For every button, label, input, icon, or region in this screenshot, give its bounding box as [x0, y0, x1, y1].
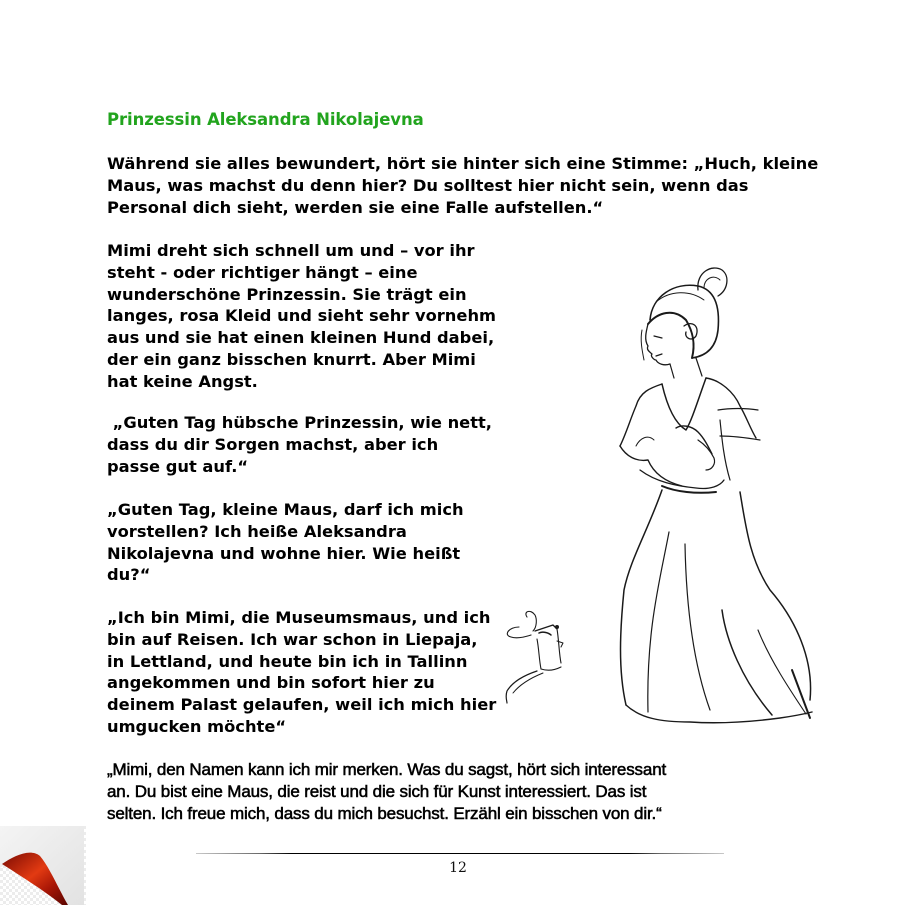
paragraph-final	[107, 759, 807, 824]
text-line: an. Du bist eine Maus, die reist und die sich für Kunst interessiert. Das ist	[107, 781, 647, 801]
text-line: vorstellen? Ich heiße Aleksandra	[107, 521, 407, 541]
paragraph-intro	[107, 153, 819, 218]
text-line: Maus, was machst du denn hier? Du solltest hier nicht sein, wenn das	[107, 175, 749, 195]
princess-illustration	[600, 260, 820, 725]
text-line: der ein ganz bisschen knurrt. Aber Mimi	[107, 349, 476, 369]
chapter-heading: Prinzessin Aleksandra Nikolajevna	[107, 110, 424, 129]
paragraph-guten-tag-1	[107, 412, 497, 477]
page-curl-icon[interactable]	[0, 826, 86, 905]
text-line: Personal dich sieht, werden sie eine Falle aufstellen.“	[107, 197, 604, 217]
text-line: „Ich bin Mimi, die Museumsmaus, und ich	[107, 608, 491, 627]
text-line: „Mimi, den Namen kann ich mir merken. Was du sagst, hört sich interessant	[107, 760, 667, 779]
text-line: dass du dir Sorgen machst, aber ich	[107, 434, 439, 454]
text-line: hat keine Angst.	[107, 371, 258, 391]
text-line: „Guten Tag, kleine Maus, darf ich mich	[107, 500, 464, 519]
text-line: aus und sie hat einen kleinen Hund dabei,	[107, 328, 495, 348]
text-line: „Guten Tag hübsche Prinzessin, wie nett,	[107, 413, 492, 432]
text-line: in Lettland, und heute bin ich in Tallinn	[107, 651, 468, 671]
text-line: bin auf Reisen. Ich war schon in Liepaja,	[107, 629, 478, 649]
text-line: umgucken möchte“	[107, 716, 287, 736]
text-line: passe gut auf.“	[107, 456, 249, 476]
paragraph-ich-bin-mimi	[107, 607, 497, 738]
page-number: 12	[449, 860, 467, 876]
text-line: selten. Ich freue mich, dass du mich besuchst. Erzähl ein bisschen von dir.“	[107, 803, 662, 823]
text-line: Nikolajevna und wohne hier. Wie heißt	[107, 543, 461, 563]
mouse-illustration	[497, 605, 577, 705]
text-line: Während sie alles bewundert, hört sie hinter sich eine Stimme: „Huch, kleine	[107, 154, 819, 173]
paragraph-mimi-turns	[107, 240, 497, 393]
text-line: du?“	[107, 565, 151, 585]
text-line: wunderschöne Prinzessin. Sie trägt ein	[107, 284, 467, 304]
footer-divider	[196, 853, 724, 854]
text-line: steht - oder richtiger hängt – eine	[107, 262, 418, 282]
text-line: angekommen und bin sofort hier zu	[107, 673, 435, 693]
paragraph-guten-tag-2	[107, 499, 497, 586]
text-line: Mimi dreht sich schnell um und – vor ihr	[107, 241, 475, 260]
text-line: deinem Palast gelaufen, weil ich mich hier	[107, 695, 497, 715]
text-line: langes, rosa Kleid und sieht sehr vornehm	[107, 306, 497, 326]
